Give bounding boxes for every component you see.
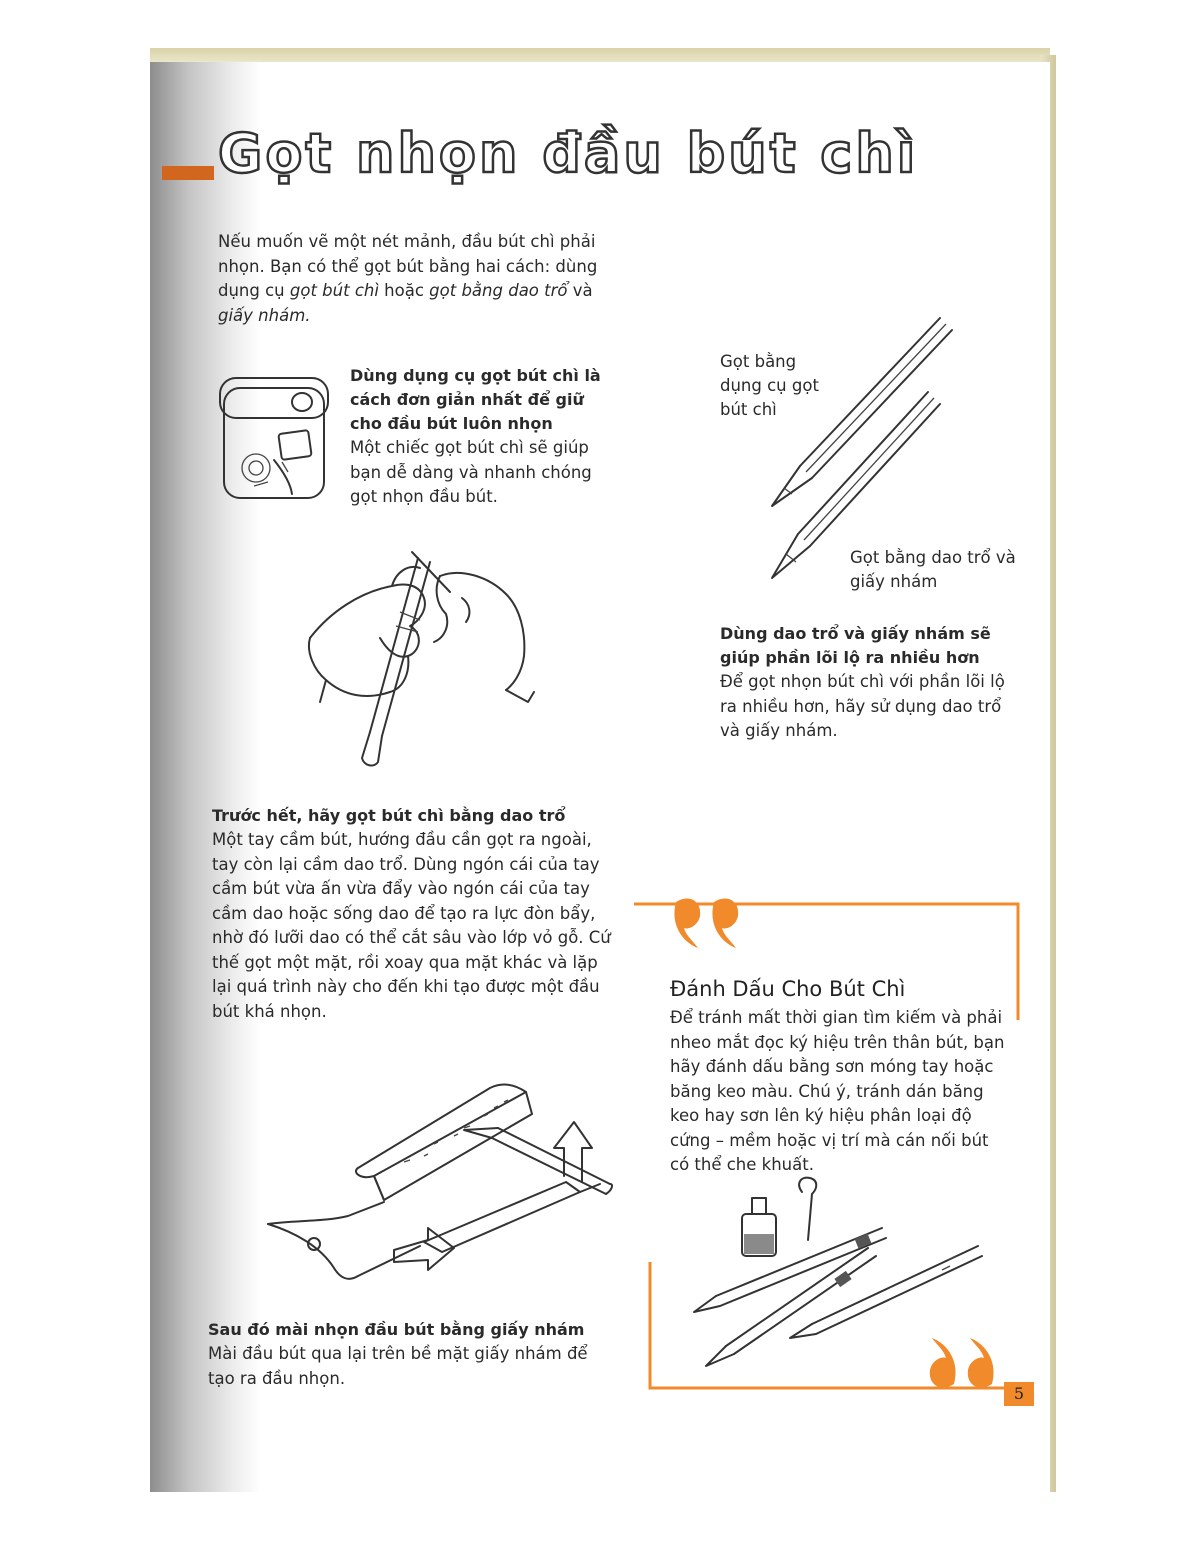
intro-text-3: và — [567, 281, 593, 300]
page-number: 5 — [1004, 1382, 1034, 1406]
knife-sandpaper-text: Để gọt nhọn bút chì với phần lõi lộ ra nhiều hơn, hãy sử dụng dao trổ và giấy nhám. — [720, 672, 1005, 740]
tip-title: Đánh Dấu Cho Bút Chì — [670, 977, 906, 1001]
intro-text-1: Nếu muốn vẽ một nét mảnh, đầu bút chì phải nhọn. Bạn có thể gọt bút bằng hai cách: dùng dụng cụ — [218, 232, 598, 300]
tip-text: Để tránh mất thời gian tìm kiếm và phải nheo mắt đọc ký hiệu trên thân bút, bạn hãy đánh dấu bằng sơn móng tay hoặc băng keo màu. Chú ý, tránh dán băng keo hay sơn lên ký hiệu phân loại độ cứng – mềm hoặc vị trí mà cán nối bút có thể che khuất. — [670, 1008, 1005, 1174]
pencil-sharpener-icon — [218, 374, 330, 504]
sharpener-section — [350, 364, 620, 510]
opening-quote-icon — [668, 894, 748, 950]
sandpaper-step-heading: Sau đó mài nhọn đầu bút bằng giấy nhám — [208, 1320, 585, 1339]
knife-sandpaper-section — [720, 622, 1020, 744]
sandpaper-block-icon — [264, 1072, 614, 1292]
intro-emphasis-1: gọt bút chì — [289, 281, 379, 300]
title-accent-bar — [162, 166, 214, 180]
intro-paragraph — [218, 230, 608, 328]
page-title: Gọt nhọn đầu bút chì — [218, 122, 919, 185]
intro-emphasis-2: gọt bằng dao trổ — [429, 281, 568, 300]
intro-text-2: hoặc — [378, 281, 430, 300]
sharpener-text: Một chiếc gọt bút chì sẽ giúp bạn dễ dàng và nhanh chóng gọt nhọn đầu bút. — [350, 438, 592, 506]
hands-whittling-icon — [300, 552, 550, 782]
sharpener-pencil-caption: Gọt bằng dụng cụ gọt bút chì — [720, 352, 819, 419]
nail-polish-icon — [742, 1178, 816, 1256]
knife-step-section — [212, 804, 622, 1024]
sharpener-heading: Dùng dụng cụ gọt bút chì là cách đơn giản nhất để giữ cho đầu bút luôn nhọn — [350, 366, 601, 433]
sandpaper-step-text: Mài đầu bút qua lại trên bề mặt giấy nhám để tạo ra đầu nhọn. — [208, 1344, 588, 1388]
knife-pencil-caption: Gọt bằng dao trổ và giấy nhám — [850, 548, 1016, 591]
book-page — [150, 62, 1050, 1492]
closing-quote-icon — [920, 1332, 1000, 1392]
scan-top-edge — [150, 48, 1050, 62]
knife-sandpaper-heading: Dùng dao trổ và giấy nhám sẽ giúp phần lõi lộ ra nhiều hơn — [720, 624, 991, 667]
knife-step-text: Một tay cầm bút, hướng đầu cần gọt ra ngoài, tay còn lại cầm dao trổ. Dùng ngón cái của tay cầm bút vừa ấn vừa đẩy vào ngón cái của tay cầm dao hoặc sống dao để tạo ra lực đòn bẩy, nhờ đó lưỡi dao có thể cắt sâu vào lớp vỏ gỗ. Cứ thế gọt một mặt, rồi xoay qua mặt khác và lặp lại quá trình này cho đến khi tạo được một đầu bút khá nhọn. — [212, 830, 611, 1021]
intro-emphasis-3: giấy nhám. — [218, 305, 311, 325]
knife-step-heading: Trước hết, hãy gọt bút chì bằng dao trổ — [212, 806, 566, 825]
sandpaper-step-section — [208, 1318, 608, 1391]
